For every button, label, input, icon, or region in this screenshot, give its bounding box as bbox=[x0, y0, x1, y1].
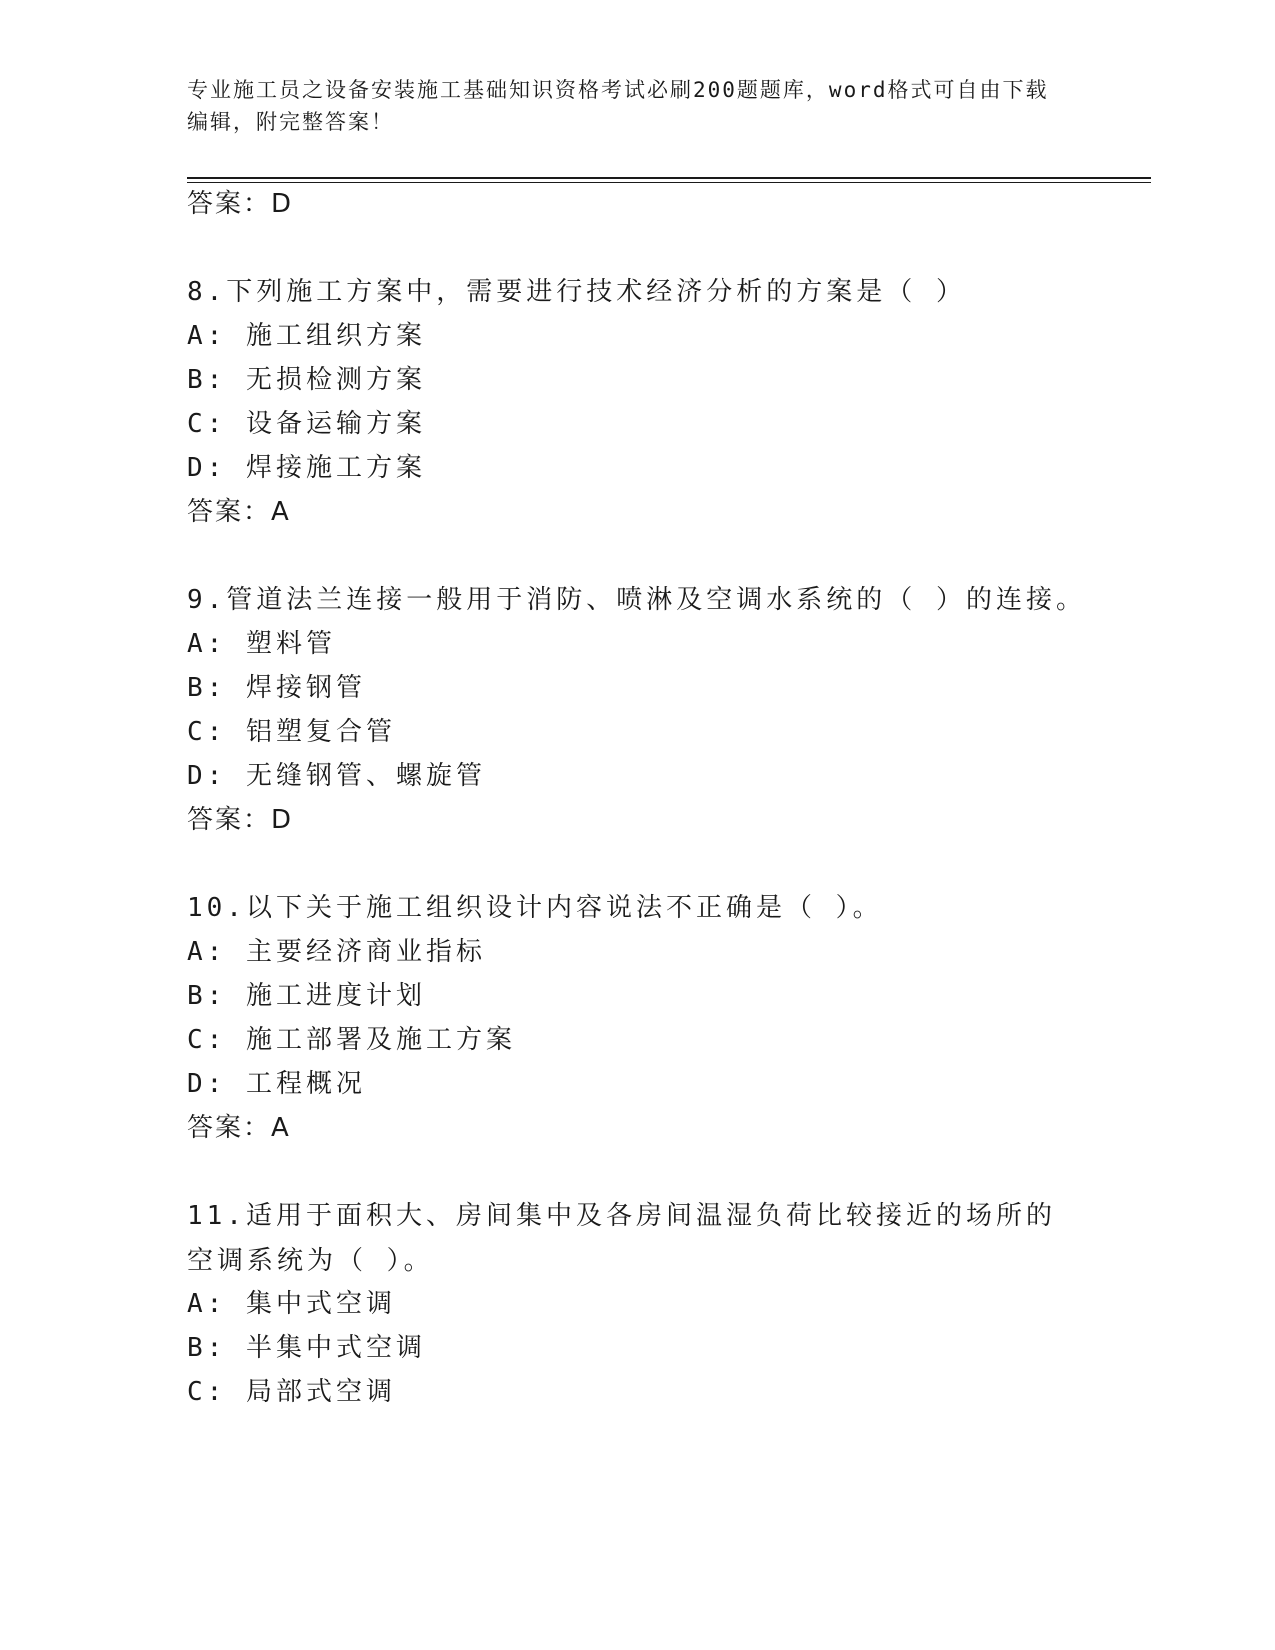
question-10-option-a: A: 主要经济商业指标 bbox=[187, 937, 486, 967]
question-9-option-d: D: 无缝钢管、螺旋管 bbox=[187, 761, 486, 791]
question-10-option-d: D: 工程概况 bbox=[187, 1069, 366, 1099]
document-header: 专业施工员之设备安装施工基础知识资格考试必刷200题题库，word格式可自由下载编辑，附完整答案！ bbox=[187, 78, 1049, 134]
question-10-stem: 10.以下关于施工组织设计内容说法不正确是（ ）。 bbox=[187, 893, 883, 923]
header-divider-thin bbox=[187, 182, 1151, 183]
question-11-option-a: A: 集中式空调 bbox=[187, 1289, 396, 1319]
question-9-answer: 答案：D bbox=[187, 805, 294, 835]
question-8-option-a: A: 施工组织方案 bbox=[187, 321, 426, 351]
question-11-option-c: C: 局部式空调 bbox=[187, 1377, 396, 1407]
question-8-answer: 答案：A bbox=[187, 497, 291, 527]
question-8-option-b: B: 无损检测方案 bbox=[187, 365, 426, 395]
question-9-option-a: A: 塑料管 bbox=[187, 629, 336, 659]
answer-previous: 答案：D bbox=[187, 189, 294, 219]
question-9-stem: 9.管道法兰连接一般用于消防、喷淋及空调水系统的（ ）的连接。 bbox=[187, 585, 1086, 615]
question-11-option-b: B: 半集中式空调 bbox=[187, 1333, 426, 1363]
question-10-answer: 答案：A bbox=[187, 1113, 291, 1143]
question-8-stem: 8.下列施工方案中，需要进行技术经济分析的方案是（ ） bbox=[187, 277, 966, 307]
question-8-option-c: C: 设备运输方案 bbox=[187, 409, 426, 439]
question-9-option-b: B: 焊接钢管 bbox=[187, 673, 366, 703]
question-11-stem: 11.适用于面积大、房间集中及各房间温湿负荷比较接近的场所的空调系统为（ ）。 bbox=[187, 1201, 1056, 1276]
question-9-option-c: C: 铝塑复合管 bbox=[187, 717, 396, 747]
question-10-option-b: B: 施工进度计划 bbox=[187, 981, 426, 1011]
header-divider-thick bbox=[187, 177, 1151, 179]
question-8-option-d: D: 焊接施工方案 bbox=[187, 453, 426, 483]
question-10-option-c: C: 施工部署及施工方案 bbox=[187, 1025, 516, 1055]
